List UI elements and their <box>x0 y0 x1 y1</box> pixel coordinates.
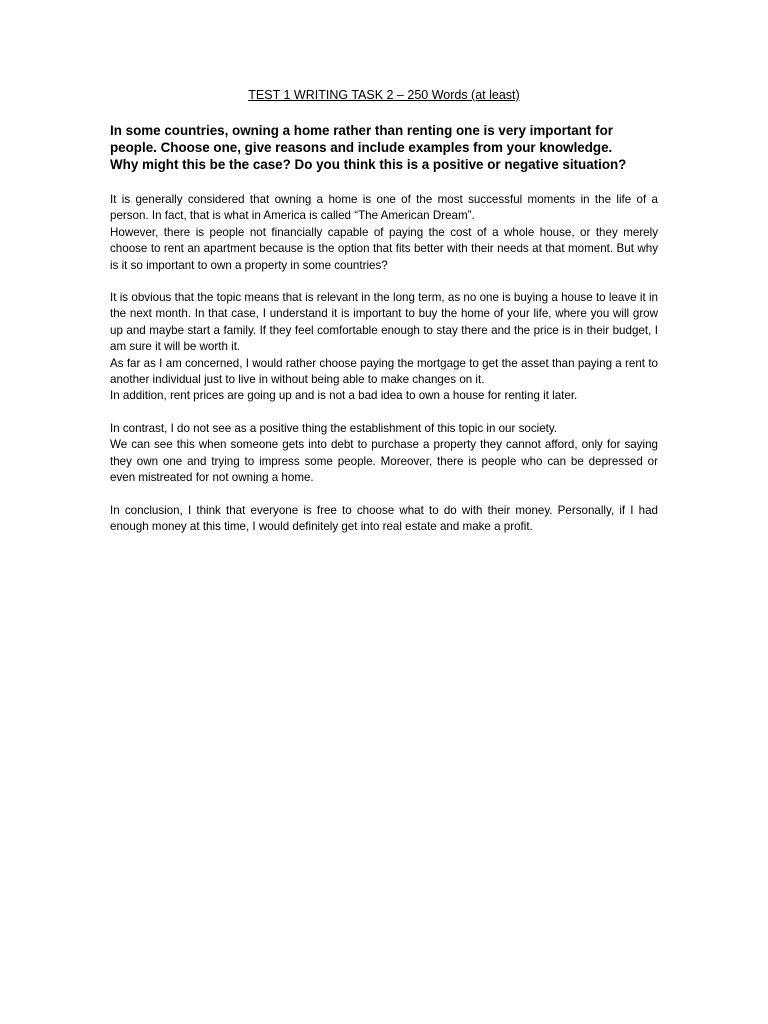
document-body <box>110 86 658 551</box>
paragraph-line: It is obvious that the topic means that is relevant in the long term, as no one is buying a house to leave it in the next month. In that case, I understand it is important to buy the home of your life, where you will grow up and maybe start a family. If they feel comfortable enough to stay there and the price is in their budget, I am sure it will be worth it. <box>110 291 658 354</box>
page-title: TEST 1 WRITING TASK 2 – 250 Words (at least) <box>248 88 520 102</box>
paragraph-line: In contrast, I do not see as a positive thing the establishment of this topic in our society. <box>110 421 558 435</box>
paragraph-line: In addition, rent prices are going up and is not a bad idea to own a house for renting it later. <box>110 389 578 403</box>
paragraph-line: However, there is people not financially capable of paying the cost of a whole house, or they merely choose to rent an apartment because is the option that fits better with their needs at that moment. But why is it so important to own a property in some countries? <box>110 225 658 272</box>
paragraph-line: It is generally considered that owning a home is one of the most successful moments in the life of a person. In fact, that is what in America is called “The American Dream”. <box>110 193 658 223</box>
prompt-line: Why might this be the case? Do you think this is a positive or negative situation? <box>110 157 627 172</box>
prompt-line: In some countries, owning a home rather than renting one is very important for <box>110 123 613 138</box>
prompt-line: people. Choose one, give reasons and include examples from your knowledge. <box>110 140 613 155</box>
task-prompt <box>110 122 658 173</box>
paragraph-line: As far as I am concerned, I would rather choose paying the mortgage to get the asset than paying a rent to another individual just to live in without being able to make changes on it. <box>110 356 658 387</box>
essay-paragraph-body-1 <box>110 290 658 405</box>
essay-paragraph-intro <box>110 192 658 274</box>
essay-paragraph-body-2 <box>110 421 658 487</box>
paragraph-line: We can see this when someone gets into debt to purchase a property they cannot afford, only for saying they own one and trying to impress some people. Moreover, there is people who can be depressed or even mistreated for not owning a home. <box>110 438 658 485</box>
essay-paragraph-conclusion <box>110 503 658 536</box>
paragraph-line: In conclusion, I think that everyone is free to choose what to do with their money. Personally, if I had enough money at this time, I would definitely get into real estate and make a profit. <box>110 503 658 533</box>
